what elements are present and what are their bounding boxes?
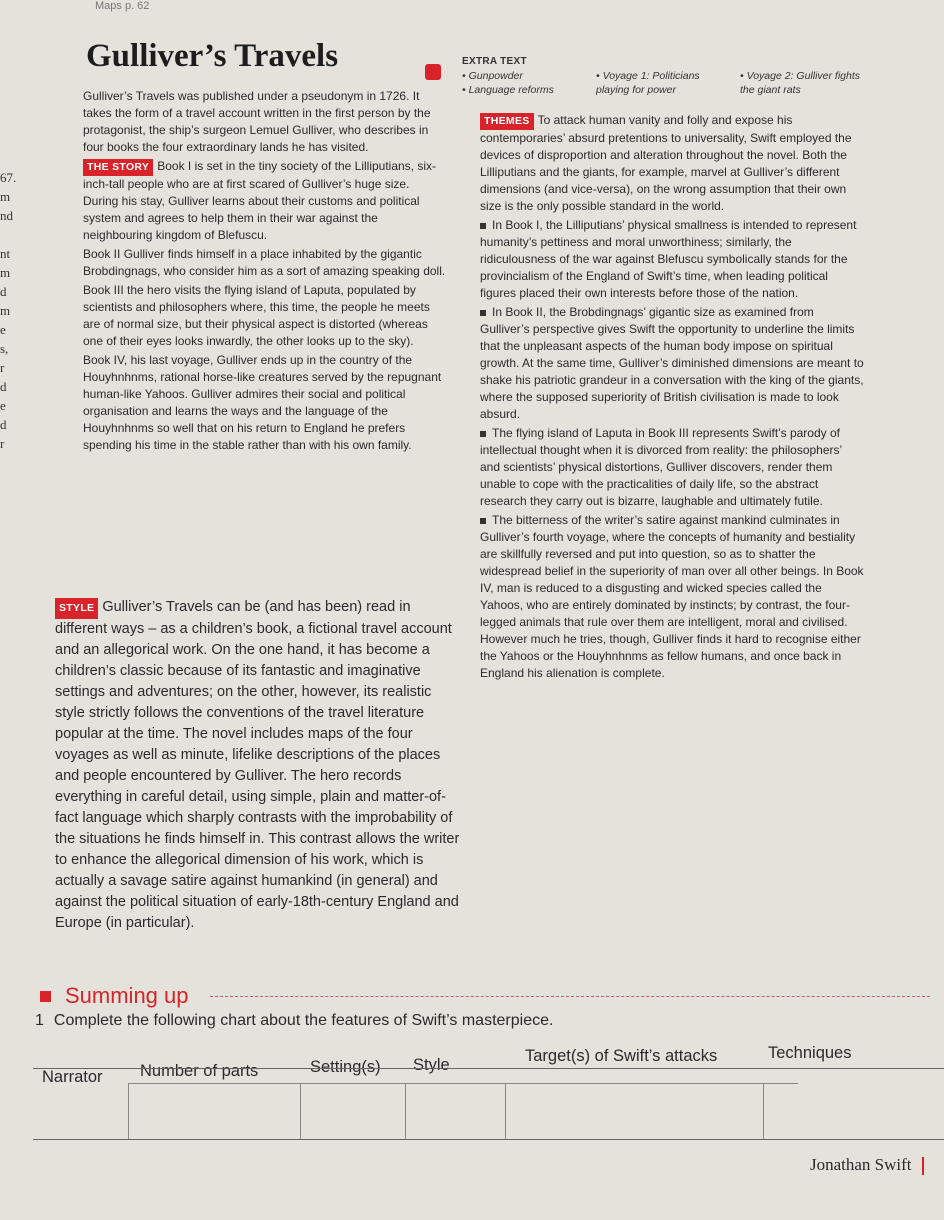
theme-bullet: The flying island of Laputa in Book III represents Swift’s parody of intellectual thought when it is divorced from reality: the philosophers’ and scientists’ physical distortions, Gulliver discovers, render them unable to cope with the practicalities of daily life, so the abstract research they carry out is bizarre, laughable and ultimately futile. bbox=[480, 426, 842, 508]
margin-frag: s, bbox=[0, 341, 9, 356]
themes-tag: THEMES bbox=[480, 113, 534, 130]
themes-paragraph: THEMES To attack human vanity and folly and expose his contemporaries’ absurd pretentions to universality, Swift employed the devices of disproportion and alteration throughout the novel. Both the Lilliputians and the giants, for example, marvel at Gulliver’s different dimensions (and vice-versa), on the wrong assumption that their own size is the only possible standard in the world. bbox=[480, 113, 852, 213]
extra-text-item[interactable]: • Voyage 1: Politicians playing for power bbox=[596, 70, 700, 96]
extra-text-box bbox=[462, 55, 862, 97]
extra-text-item[interactable]: • Language reforms bbox=[462, 84, 554, 96]
summing-square-icon bbox=[40, 991, 51, 1002]
extra-text-icon bbox=[425, 64, 441, 80]
margin-frag: nt bbox=[0, 246, 11, 261]
extra-text-item[interactable]: • Voyage 2: Gulliver fights the giant rats bbox=[740, 70, 861, 96]
chart-table bbox=[33, 1068, 944, 1140]
theme-bullet: In Book II, the Brobdingnags’ gigantic size as examined from Gulliver’s perspective gives Swift the opportunity to underline the limits that the unpleasant aspects of the human body impose on spiritual growth. At the same time, Gulliver’s diminished dimensions are meant to shake his patriotic grandeur in a conversation with the king of the giants, where the supposed superiority of British civilisation is made to look absurd. bbox=[480, 305, 864, 421]
column-header: Techniques bbox=[768, 1044, 852, 1062]
book3-paragraph: Book III the hero visits the flying island of Laputa, populated by scientists and philosophers where, this time, the people he meets are of normal size, but their physical aspect is distorted (whereas one of their eyes looks inwardly, the other looks up to the sky). bbox=[83, 283, 430, 348]
margin-frag: m bbox=[0, 189, 11, 204]
margin-frag: m bbox=[0, 265, 11, 280]
left-column bbox=[83, 88, 448, 456]
margin-frag: r bbox=[0, 436, 5, 451]
book2-paragraph: Book II Gulliver finds himself in a place inhabited by the gigantic Brobdingnags, who consider him as a sort of amazing speaking doll. bbox=[83, 247, 446, 278]
bullet-icon bbox=[480, 310, 486, 316]
bullet-icon bbox=[480, 518, 486, 524]
margin-frag: 67. bbox=[0, 170, 17, 185]
margin-frag: d bbox=[0, 417, 7, 432]
extra-text-item[interactable]: • Gunpowder bbox=[462, 70, 523, 82]
style-text: Gulliver’s Travels can be (and has been) read in different ways – as a children’s book, a fictional travel account and an allegorical work. On the one hand, it has become a children’s classic because of its fantastic and imaginative settings and adventures; on the other, however, its realistic style strictly follows the conventions of the travel literature popular at the time. The novel includes maps of the four voyages as well as minute, lifelike descriptions of the places and people encountered by Gulliver. The hero records everything in careful detail, using simple, plain and matter-of-fact language which sharply contrasts with the improbability of the situations he finds himself in. This contrast allows the writer to enhance the allegorical dimension of his work, which is actually a savage satire against humankind (in general) and against the political situation of early-18th-century England and Europe (in particular). bbox=[55, 599, 460, 931]
margin-frag: e bbox=[0, 322, 6, 337]
page-reference: Maps p. 62 bbox=[95, 0, 150, 12]
author-caption: Jonathan Swift bbox=[810, 1155, 924, 1175]
story-tag: THE STORY bbox=[83, 159, 153, 176]
exercise-instruction bbox=[35, 1012, 553, 1030]
page-title: Gulliver’s Travels bbox=[86, 38, 339, 74]
bullet-icon bbox=[480, 431, 486, 437]
right-column bbox=[480, 112, 865, 684]
column-header: Style bbox=[413, 1056, 450, 1074]
summing-up-header bbox=[40, 983, 944, 1009]
column-header: Setting(s) bbox=[310, 1058, 381, 1076]
table-cell[interactable] bbox=[763, 1083, 764, 1139]
margin-frag: e bbox=[0, 398, 6, 413]
summing-up-label: Summing up bbox=[65, 983, 189, 1008]
exercise-text: Complete the following chart about the features of Swift’s masterpiece. bbox=[53, 1012, 554, 1029]
theme-bullet: In Book I, the Lilliputians’ physical smallness is intended to represent humanity’s pettiness and moral unworthiness; similarly, the ridiculousness of the war against Blefuscu symbolically stands for the provincialism of the England of Swift’s time, when leading political figures placed their own interests before those of the nation. bbox=[480, 218, 857, 300]
table-cell[interactable] bbox=[505, 1083, 506, 1139]
column-header: Narrator bbox=[42, 1068, 103, 1086]
column-header: Target(s) of Swift’s attacks bbox=[525, 1047, 718, 1065]
margin-frag: d bbox=[0, 379, 7, 394]
bullet-icon bbox=[480, 223, 486, 229]
exercise-number: 1 bbox=[35, 1012, 44, 1029]
table-rule bbox=[128, 1083, 798, 1084]
margin-fragments bbox=[0, 168, 30, 453]
margin-frag: nd bbox=[0, 208, 13, 223]
table-cell[interactable] bbox=[300, 1083, 301, 1139]
margin-frag: d bbox=[0, 284, 7, 299]
extra-text-header: EXTRA TEXT bbox=[462, 56, 527, 67]
theme-bullet: The bitterness of the writer’s satire against mankind culminates in Gulliver’s fourth voyage, where the concepts of humanity and bestiality are skillfully reversed and put into question, so as to shatter the widespread belief in the superiority of man over all other beings. In Book IV, man is reduced to a disgusting and wicked species called the Yahoos, who are entirely dominated by instincts; by contrast, the four-legged animals that rule over them are intelligent, moral and civilised. However much he tries, though, Gulliver finds it hard to recognise either the Yahoos or the Houyhnhnms as fellow humans, and once back in England his alienation is complete. bbox=[480, 513, 864, 680]
margin-frag: r bbox=[0, 360, 5, 375]
divider bbox=[210, 996, 930, 997]
style-tag: STYLE bbox=[55, 598, 98, 619]
style-section bbox=[55, 597, 465, 934]
book4-paragraph: Book IV, his last voyage, Gulliver ends up in the country of the Houyhnhnms, rational horse-like creatures served by the repugnant human-like Yahoos. Gulliver admires their social and political organisation and learns the ways and the language of the Houyhnhnms so well that on his return to England he prefers spending his time in the stable rather than with his own family. bbox=[83, 353, 442, 452]
table-cell[interactable] bbox=[128, 1083, 129, 1139]
intro-paragraph: Gulliver’s Travels was published under a pseudonym in 1726. It takes the form of a travel account written in the first person by the protagonist, the ship’s surgeon Lemuel Gulliver, who describes in four books the four extraordinary lands he has visited. bbox=[83, 89, 431, 154]
caption-bar bbox=[922, 1157, 924, 1175]
story-paragraph: THE STORY Book I is set in the tiny society of the Lilliputians, six-inch-tall people who are at first scared of Gulliver’s huge size. During his stay, Gulliver learns about their customs and political system and agrees to help them in their war against the neighbouring kingdom of Blefuscu. bbox=[83, 159, 437, 242]
margin-frag: m bbox=[0, 303, 11, 318]
column-header: Number of parts bbox=[140, 1062, 259, 1080]
table-cell[interactable] bbox=[405, 1083, 406, 1139]
